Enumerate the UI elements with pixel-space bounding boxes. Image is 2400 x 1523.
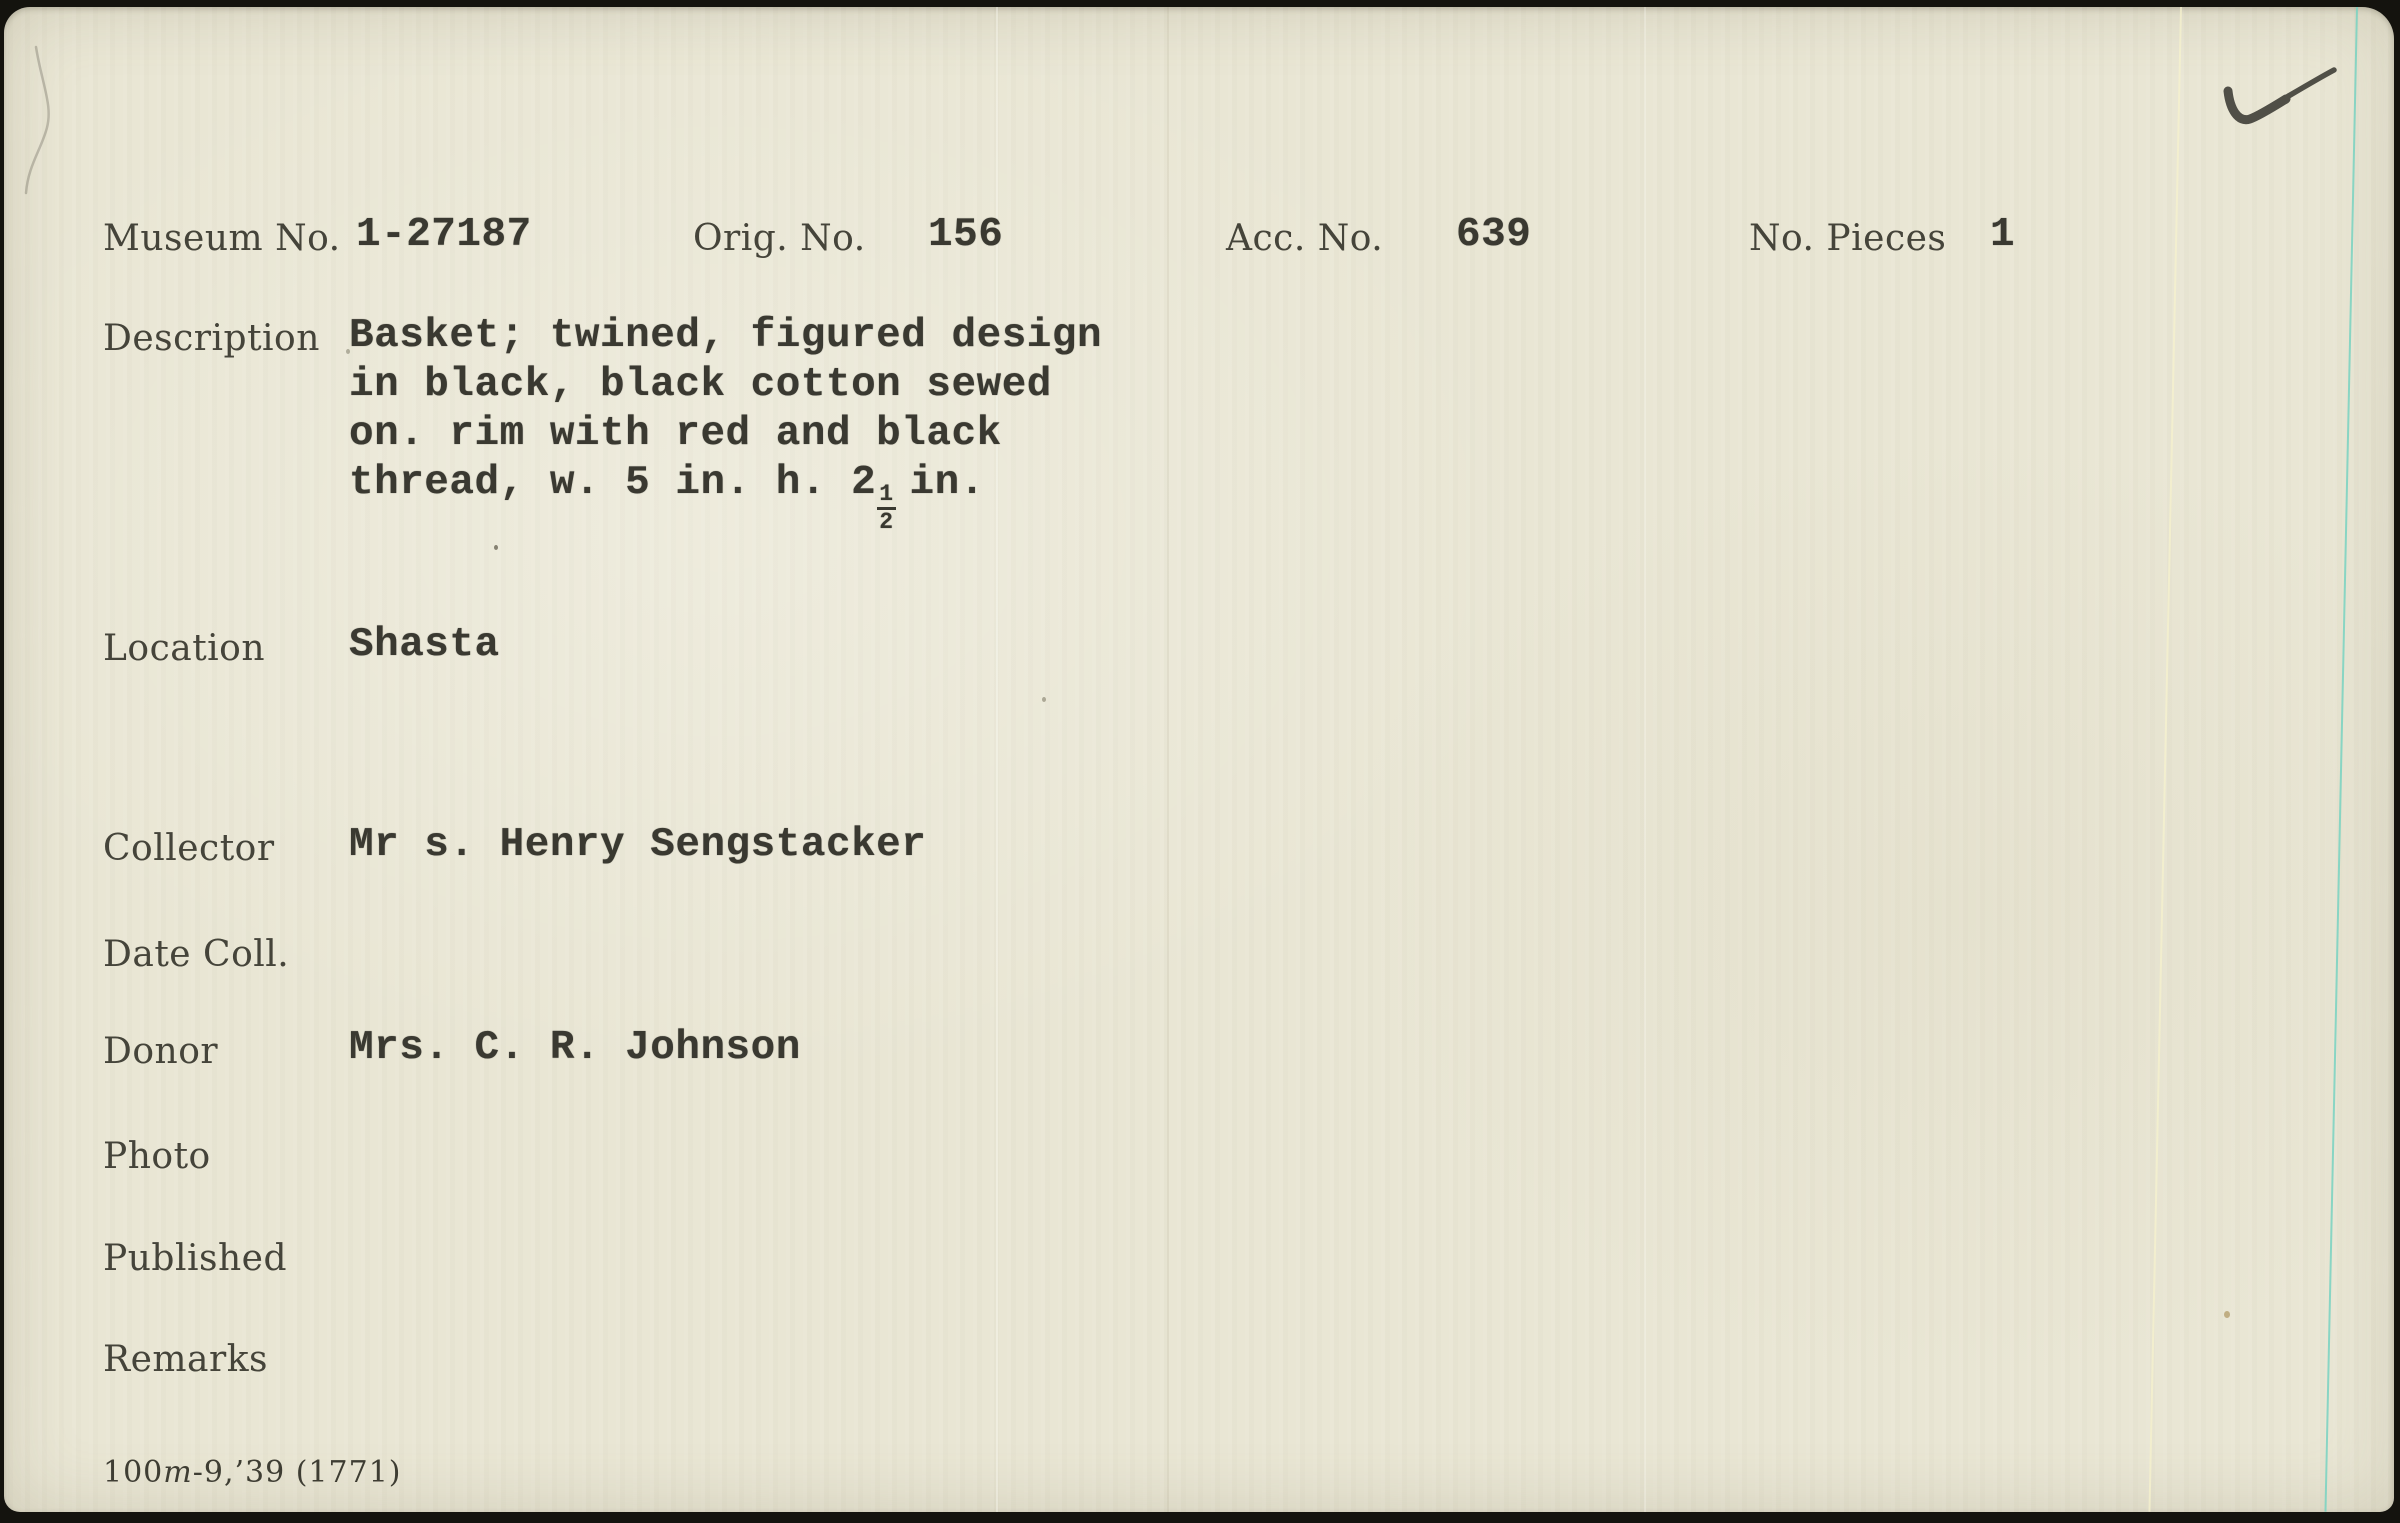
print-code-post: -9,’39 (1771) [192, 1455, 402, 1490]
description-line-3: on. rim with red and black [349, 411, 1002, 457]
print-code-pre: 100 [103, 1455, 164, 1490]
collector-value: Mr s. Henry Sengstacker [349, 822, 927, 868]
teal-guide-line [2324, 7, 2358, 1512]
paper-streak [1167, 7, 1169, 1512]
print-code-m: m [163, 1455, 193, 1490]
remarks-label: Remarks [103, 1339, 269, 1380]
description-line4-post: in. [909, 460, 985, 506]
museum-no-label: Museum No. [103, 218, 341, 259]
acc-no-value: 639 [1456, 212, 1532, 258]
print-code [103, 1455, 401, 1490]
orig-no-value: 156 [928, 212, 1004, 258]
description-line-1: Basket; twined, figured design [349, 313, 1103, 359]
published-label: Published [103, 1238, 287, 1279]
description-label: Description [103, 318, 320, 359]
no-pieces-label: No. Pieces [1749, 218, 1947, 259]
donor-label: Donor [103, 1031, 219, 1072]
paper-streak [1644, 7, 1646, 1512]
location-label: Location [103, 628, 266, 669]
photo-label: Photo [103, 1136, 211, 1177]
pale-guide-line [2148, 7, 2182, 1512]
pencil-checkmark-icon [2220, 65, 2340, 137]
one-half-fraction: $\frac{1}{2}$ [879, 481, 894, 535]
acc-no-label: Acc. No. [1226, 218, 1384, 259]
description-line4-pre: thread, w. 5 in. h. 2 [349, 460, 877, 506]
ink-speck [494, 545, 498, 550]
collector-label: Collector [103, 828, 275, 869]
museum-no-value: 1-27187 [356, 212, 532, 258]
no-pieces-value: 1 [1990, 212, 2016, 258]
catalog-card [4, 7, 2394, 1512]
orig-no-label: Orig. No. [693, 218, 866, 259]
corner-crease-mark [12, 45, 68, 195]
description-line-4 [349, 460, 985, 535]
date-coll-label: Date Coll. [103, 934, 290, 975]
location-value: Shasta [349, 622, 500, 668]
description-line-2: in black, black cotton sewed [349, 362, 1052, 408]
donor-value: Mrs. C. R. Johnson [349, 1025, 801, 1071]
